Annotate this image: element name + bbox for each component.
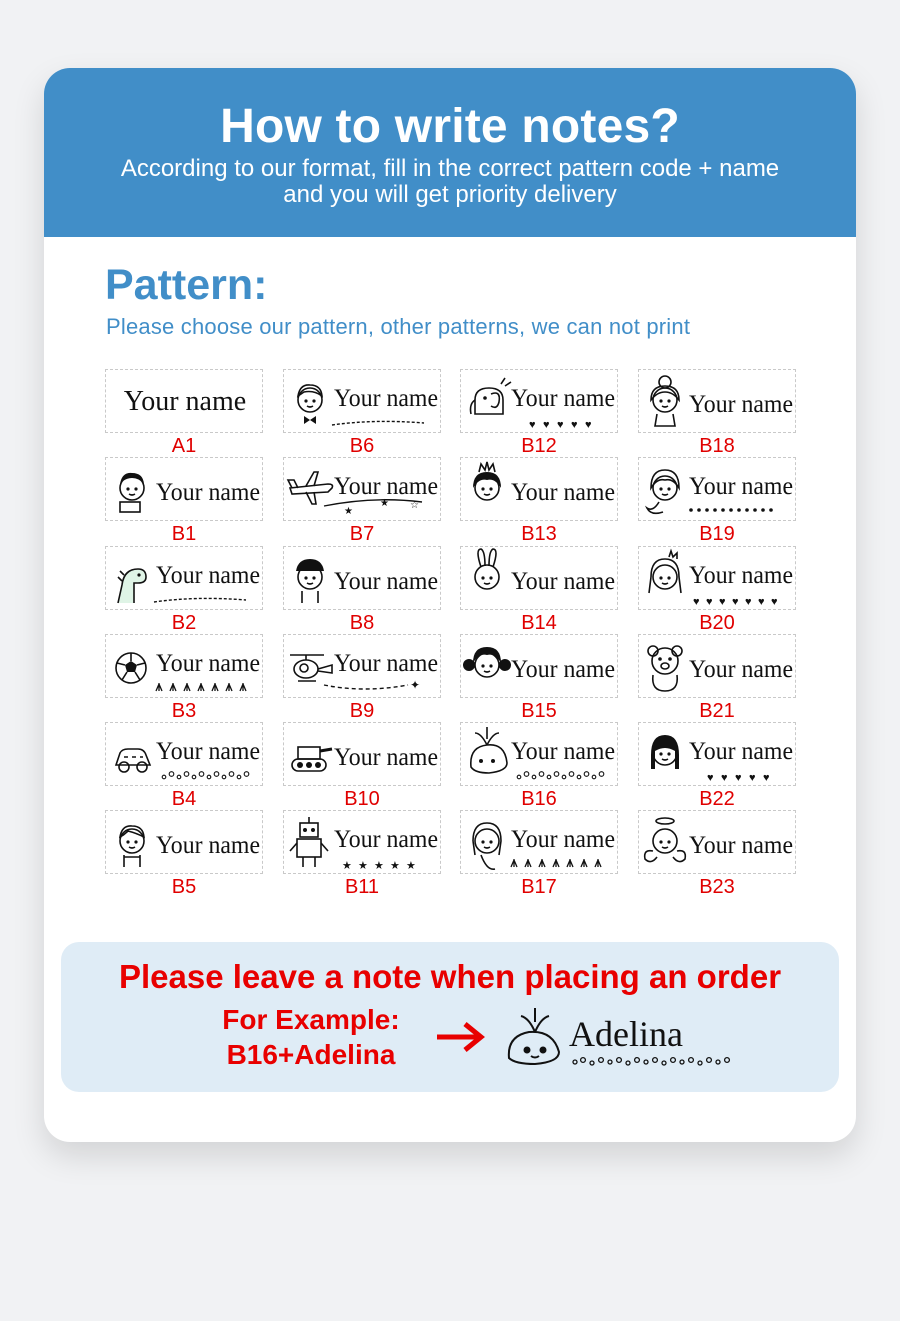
mermaid-icon bbox=[473, 823, 501, 869]
pattern-preview bbox=[639, 458, 797, 522]
pattern-preview bbox=[461, 547, 619, 611]
pattern-preview bbox=[106, 458, 264, 522]
pattern-preview bbox=[284, 547, 442, 611]
pattern-title: Pattern: bbox=[105, 261, 268, 309]
dinosaur-icon bbox=[118, 569, 146, 603]
svg-text:♥: ♥ bbox=[706, 596, 713, 608]
pattern-code: B17 bbox=[521, 876, 557, 898]
pattern-name-text: Your name bbox=[689, 391, 793, 418]
pattern-preview bbox=[461, 811, 619, 875]
order-note-title: Please leave a note when placing an order bbox=[118, 958, 782, 995]
pattern-decoration bbox=[689, 508, 773, 512]
pattern-subtitle: Please choose our pattern, other patterns, we can not print bbox=[106, 314, 691, 339]
pattern-name-text: Your name bbox=[689, 738, 793, 765]
pattern-preview bbox=[106, 811, 264, 875]
girl-bun-icon bbox=[651, 376, 679, 426]
pattern-name-text: Your name bbox=[689, 656, 793, 683]
pattern-decoration bbox=[154, 598, 246, 602]
pattern-preview bbox=[639, 811, 797, 875]
pattern-tile-b16 bbox=[460, 722, 618, 786]
pattern-preview bbox=[639, 635, 797, 699]
boy-icon bbox=[120, 826, 144, 867]
pattern-tile-b11 bbox=[283, 810, 441, 874]
example-name: Adelina bbox=[569, 1014, 683, 1054]
pattern-code: B16 bbox=[521, 788, 557, 810]
pattern-tile-b5 bbox=[105, 810, 263, 874]
bubble-trail bbox=[573, 1058, 729, 1065]
pattern-code: B13 bbox=[521, 523, 557, 545]
svg-text:♥: ♥ bbox=[571, 419, 578, 431]
pattern-code: B22 bbox=[699, 788, 735, 810]
svg-text:♥: ♥ bbox=[585, 419, 592, 431]
svg-text:★: ★ bbox=[374, 860, 384, 872]
pattern-code: B18 bbox=[699, 435, 735, 457]
pattern-name-text: Your name bbox=[334, 826, 438, 853]
pattern-name-text: Your name bbox=[511, 568, 615, 595]
pattern-code: B7 bbox=[349, 523, 375, 545]
svg-text:★: ★ bbox=[390, 860, 400, 872]
pattern-tile-b9 bbox=[283, 634, 441, 698]
svg-text:♥: ♥ bbox=[758, 596, 765, 608]
pattern-decoration bbox=[529, 419, 592, 431]
airplane-icon bbox=[288, 472, 333, 504]
svg-text:♥: ♥ bbox=[721, 772, 728, 784]
pattern-tile-b13 bbox=[460, 457, 618, 521]
pattern-code: B5 bbox=[171, 876, 197, 898]
pattern-decoration bbox=[156, 683, 246, 691]
header-subtitle-line-2: and you will get priority delivery bbox=[283, 181, 617, 208]
pattern-code: B1 bbox=[171, 523, 197, 545]
example-label bbox=[191, 1002, 431, 1072]
pattern-tile-b6 bbox=[283, 369, 441, 433]
pattern-code: B9 bbox=[349, 700, 375, 722]
boy-reading-icon bbox=[120, 473, 144, 512]
svg-text:★: ★ bbox=[358, 860, 368, 872]
pattern-tile-b20 bbox=[638, 546, 796, 610]
pattern-name-text: Your name bbox=[334, 650, 438, 677]
mermaid-girl-icon bbox=[647, 470, 679, 513]
pattern-decoration bbox=[324, 678, 420, 692]
pattern-preview bbox=[461, 458, 619, 522]
pattern-code: B3 bbox=[171, 700, 197, 722]
pattern-code: B19 bbox=[699, 523, 735, 545]
svg-text:♥: ♥ bbox=[763, 772, 770, 784]
page-title: How to write notes? bbox=[220, 100, 680, 153]
pattern-name-text: Your name bbox=[511, 826, 615, 853]
pattern-preview bbox=[284, 723, 442, 787]
pattern-preview bbox=[639, 370, 797, 434]
svg-text:★: ★ bbox=[344, 506, 353, 517]
pattern-name-text: Your name bbox=[156, 832, 260, 859]
pattern-code: B20 bbox=[699, 612, 735, 634]
pattern-name-text: Your name bbox=[156, 562, 260, 589]
boy-cap-icon bbox=[296, 559, 324, 603]
car-icon bbox=[116, 749, 150, 772]
pattern-preview bbox=[106, 635, 264, 699]
svg-text:♥: ♥ bbox=[771, 596, 778, 608]
helicopter-icon bbox=[290, 655, 332, 681]
pattern-tile-b12 bbox=[460, 369, 618, 433]
boy-bowtie-icon bbox=[298, 385, 322, 424]
pattern-code: B4 bbox=[171, 788, 197, 810]
pattern-preview bbox=[284, 635, 442, 699]
pattern-preview bbox=[284, 370, 442, 434]
whale-icon bbox=[509, 1008, 559, 1064]
pattern-tile-b17 bbox=[460, 810, 618, 874]
svg-text:★: ★ bbox=[380, 498, 389, 509]
pattern-tile-b10 bbox=[283, 722, 441, 786]
pattern-code: B8 bbox=[349, 612, 375, 634]
pattern-code: B14 bbox=[521, 612, 557, 634]
svg-text:♥: ♥ bbox=[707, 772, 714, 784]
pattern-preview bbox=[106, 723, 264, 787]
pattern-preview bbox=[639, 547, 797, 611]
tank-icon bbox=[292, 747, 332, 771]
pattern-tile-b1 bbox=[105, 457, 263, 521]
svg-text:★: ★ bbox=[342, 860, 352, 872]
girl-bangs-icon bbox=[651, 735, 679, 769]
svg-text:♥: ♥ bbox=[557, 419, 564, 431]
pattern-code: B2 bbox=[171, 612, 197, 634]
pattern-preview bbox=[284, 811, 442, 875]
pattern-code: B15 bbox=[521, 700, 557, 722]
pattern-preview bbox=[106, 370, 264, 434]
pattern-tile-b15 bbox=[460, 634, 618, 698]
svg-text:♥: ♥ bbox=[529, 419, 536, 431]
pattern-preview bbox=[461, 723, 619, 787]
svg-text:♥: ♥ bbox=[745, 596, 752, 608]
robot-icon bbox=[290, 817, 328, 867]
notes-instructions-card bbox=[44, 68, 856, 1142]
pattern-name-text: Your name bbox=[511, 479, 615, 506]
pattern-tile-b2 bbox=[105, 546, 263, 610]
princess-icon bbox=[473, 462, 501, 500]
pattern-preview bbox=[461, 370, 619, 434]
pattern-preview bbox=[106, 547, 264, 611]
pattern-name-text: Your name bbox=[334, 568, 438, 595]
svg-text:♥: ♥ bbox=[543, 419, 550, 431]
svg-text:♥: ♥ bbox=[749, 772, 756, 784]
pattern-name-text: Your name bbox=[156, 738, 260, 765]
pattern-name-text: Your name bbox=[334, 385, 438, 412]
pattern-preview bbox=[284, 458, 442, 522]
girl-crown-icon bbox=[649, 551, 681, 593]
pattern-tile-a1 bbox=[105, 369, 263, 433]
pattern-tile-b22 bbox=[638, 722, 796, 786]
pattern-tile-b4 bbox=[105, 722, 263, 786]
pattern-decoration bbox=[693, 596, 778, 608]
header-subtitle-line-1: According to our format, fill in the correct pattern code + name bbox=[120, 155, 780, 182]
svg-text:☆: ☆ bbox=[410, 500, 419, 511]
example-code: B16+Adelina bbox=[226, 1039, 396, 1070]
pattern-code: B23 bbox=[699, 876, 735, 898]
pattern-code: A1 bbox=[171, 435, 197, 457]
pattern-name-text: Your name bbox=[689, 562, 793, 589]
whale-icon bbox=[471, 727, 507, 773]
pattern-tile-b19 bbox=[638, 457, 796, 521]
pattern-tile-b18 bbox=[638, 369, 796, 433]
pattern-tile-b8 bbox=[283, 546, 441, 610]
pattern-decoration bbox=[517, 772, 604, 779]
example-label-heading: For Example: bbox=[222, 1004, 400, 1035]
teddy-bear-icon bbox=[648, 646, 682, 691]
bunny-icon bbox=[475, 549, 499, 589]
pattern-decoration bbox=[162, 772, 249, 779]
pattern-grid bbox=[44, 68, 856, 908]
pattern-preview bbox=[639, 723, 797, 787]
pattern-decoration bbox=[707, 772, 770, 784]
svg-text:♥: ♥ bbox=[693, 596, 700, 608]
svg-text:✦: ✦ bbox=[410, 678, 421, 692]
pattern-name-text: Your name bbox=[511, 656, 615, 683]
pattern-decoration bbox=[324, 498, 422, 517]
pattern-tile-b7 bbox=[283, 457, 441, 521]
example-preview bbox=[437, 1000, 777, 1080]
pattern-name-text: Your name bbox=[689, 832, 793, 859]
order-note-example bbox=[61, 942, 839, 1092]
pattern-tile-b23 bbox=[638, 810, 796, 874]
soccer-ball-icon bbox=[116, 653, 146, 683]
pattern-code: B6 bbox=[349, 435, 375, 457]
svg-text:♥: ♥ bbox=[735, 772, 742, 784]
pattern-name-text: Your name bbox=[156, 479, 260, 506]
pattern-decoration bbox=[511, 859, 601, 867]
elephant-icon bbox=[471, 378, 512, 414]
pattern-name-text: Your name bbox=[334, 473, 438, 500]
pattern-tile-b3 bbox=[105, 634, 263, 698]
pattern-decoration bbox=[342, 860, 416, 872]
pattern-code: B11 bbox=[344, 876, 380, 898]
pattern-tile-b21 bbox=[638, 634, 796, 698]
pattern-code: B10 bbox=[344, 788, 380, 810]
pattern-code: B12 bbox=[521, 435, 557, 457]
pattern-decoration bbox=[332, 421, 424, 425]
svg-text:♥: ♥ bbox=[732, 596, 739, 608]
arrow-right-icon bbox=[437, 1024, 481, 1050]
pattern-preview bbox=[461, 635, 619, 699]
svg-text:♥: ♥ bbox=[719, 596, 726, 608]
pattern-name-text: Your name bbox=[156, 650, 260, 677]
girl-pigtails-icon bbox=[463, 647, 511, 677]
pattern-code: B21 bbox=[699, 700, 735, 722]
angel-icon bbox=[645, 818, 686, 862]
pattern-name-text: Your name bbox=[334, 744, 438, 771]
pattern-name-text: Your name bbox=[511, 738, 615, 765]
pattern-name-text: Your name bbox=[689, 473, 793, 500]
pattern-name-text: Your name bbox=[123, 386, 247, 417]
pattern-name-text: Your name bbox=[511, 385, 615, 412]
pattern-tile-b14 bbox=[460, 546, 618, 610]
svg-text:★: ★ bbox=[406, 860, 416, 872]
